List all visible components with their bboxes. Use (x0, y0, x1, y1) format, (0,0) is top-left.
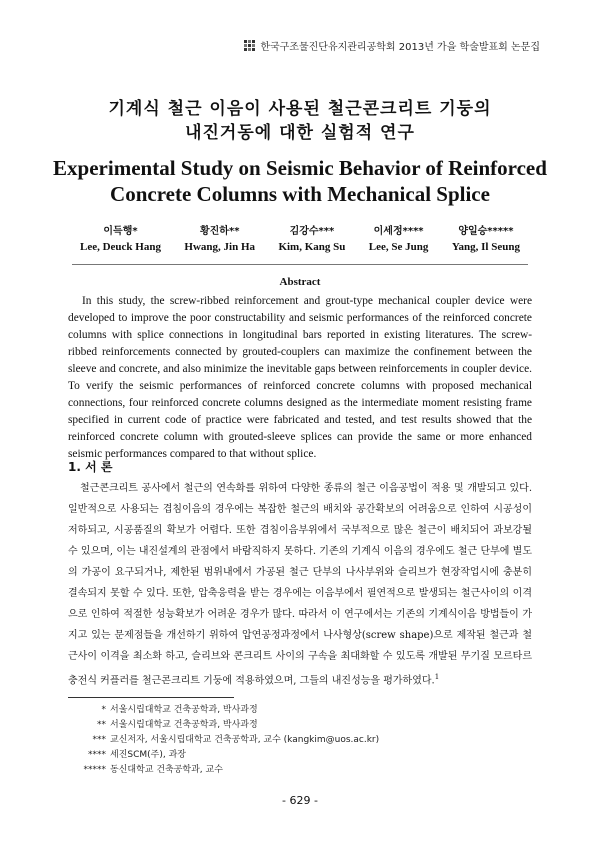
footnote (68, 718, 532, 733)
english-title-line-1: Experimental Study on Seismic Behavior of Reinforced (53, 156, 547, 180)
footnote-text: 서울시립대학교 건축공학과, 박사과정 (110, 705, 258, 715)
footnote-text: 서울시립대학교 건축공학과, 박사과정 (110, 720, 258, 730)
footnote-text: 동신대학교 건축공학과, 교수 (110, 765, 223, 775)
footnote-text: 세진SCM(주), 과장 (110, 750, 186, 760)
footnote (68, 703, 532, 718)
author-name-ko: 이세정**** (373, 226, 424, 237)
author-list (80, 222, 520, 253)
introduction-text (68, 478, 532, 691)
footnote-divider (68, 697, 234, 698)
footnote-text: 교신저자, 서울시립대학교 건축공학과, 교수 (kangkim@uos.ac.kr) (110, 735, 380, 745)
author-name-en: Kim, Kang Su (278, 241, 346, 253)
footnote-mark: *** (92, 735, 106, 745)
footnote-mark: **** (88, 750, 106, 760)
conference-logo-icon (244, 40, 256, 52)
author (452, 222, 520, 253)
abstract-text: In this study, the screw-ribbed reinforcement and grout-type mechanical coupler device were developed to improve the poor constructability and seismic performances of the reinforced concrete columns with splice connections in longitudinal bars reported in existing literatures. The screw-ribbed reinforcements connected by grouted-couplers can maximize the confinement between the sleeve and concrete, and also minimize the inevitable gaps between reinforcements in coupler device. To verify the seismic performances of reinforced concrete columns with proposed mechanical connections, four reinforced concrete columns designed as the intermediate moment resisting frame specified in current code of practice were fabricated and tested, and test results showed that the reinforced concrete column with grouted-sleeve splices can provide the same or more enhanced seismic performances compared to that without splice. (68, 295, 532, 460)
korean-title-line-2: 내진거동에 대한 실험적 연구 (185, 123, 415, 143)
running-header (244, 38, 540, 53)
footnote (68, 748, 532, 763)
footnote-list (68, 703, 532, 778)
page-number: - 629 - (282, 794, 318, 807)
author (369, 222, 429, 253)
author-name-en: Yang, Il Seung (451, 241, 520, 253)
author-name-ko: 양일승***** (458, 226, 514, 237)
author (80, 222, 161, 253)
footnote (68, 733, 532, 748)
author-name-en: Hwang, Jin Ha (184, 241, 256, 253)
header-text: 한국구조물진단유지관리공학회 2013년 가을 학술발표회 논문집 (260, 42, 540, 53)
author-name-en: Lee, Se Jung (368, 241, 429, 253)
author-name-ko: 이득행* (103, 226, 138, 237)
footnote-mark: ***** (83, 765, 106, 775)
author (184, 222, 255, 253)
korean-title-line-1: 기계식 철근 이음이 사용된 철근콘크리트 기둥의 (108, 99, 492, 119)
footnote-mark: * (101, 705, 106, 715)
footnote-mark: ** (97, 720, 106, 730)
footnote (68, 763, 532, 778)
abstract-heading: Abstract (279, 276, 321, 288)
introduction-paragraph: 철근콘크리트 공사에서 철근의 연속화를 위하여 다양한 종류의 철근 이음공법이 적용 및 개발되고 있다. 일반적으로 사용되는 겹침이음의 경우에는 복잡한 철근의 배치와 공간확보의 어려움으로 인하여 시공성이 저하되고, 시공품질의 확보가 어렵다. 또한 겹침이음부위에서 국부적으로 많은 철근이 배치되어 과보강될 수 있으며, 이는 내진설계의 관점에서 바람직하지 못하다. 기존의 기계식 이음의 경우에도 철근 단부에 별도의 가공이 요구되거나, 제한된 범위내에서 가공된 철근 단부의 나사부위와 슬리브가 현장작업시에 충분히 결속되지 못할 수 있다. 또한, 압축응력을 받는 경우에는 이음부에서 필연적으로 발생되는 철근사이의 이격으로 인하여 적절한 성능확보가 어려운 경우가 많다. 따라서 이 연구에서는 기존의 기계식이음 방법들이 가지고 있는 문제점들을 개선하기 위하여 압연공정과정에서 나사형상(screw shape)으로 제작된 철근과 철근사이 이격을 최소화 하고, 슬리브와 콘크리트 사이의 구속을 최대화할 수 있도록 개발된 무기질 모르타르 충전식 커플러를 철근콘크리트 기둥에 적용하였으며, 그들의 내진성능을 평가하였다. (68, 483, 532, 687)
citation-marker: 1 (434, 673, 440, 681)
author-name-en: Lee, Deuck Hang (80, 241, 161, 253)
author-name-ko: 김강수*** (289, 226, 335, 237)
author-name-ko: 황진하** (199, 226, 240, 237)
title-divider (72, 264, 528, 265)
english-title-line-2: Concrete Columns with Mechanical Splice (110, 182, 490, 206)
section-heading-introduction: 1. 서 론 (68, 460, 113, 474)
author (278, 222, 345, 253)
